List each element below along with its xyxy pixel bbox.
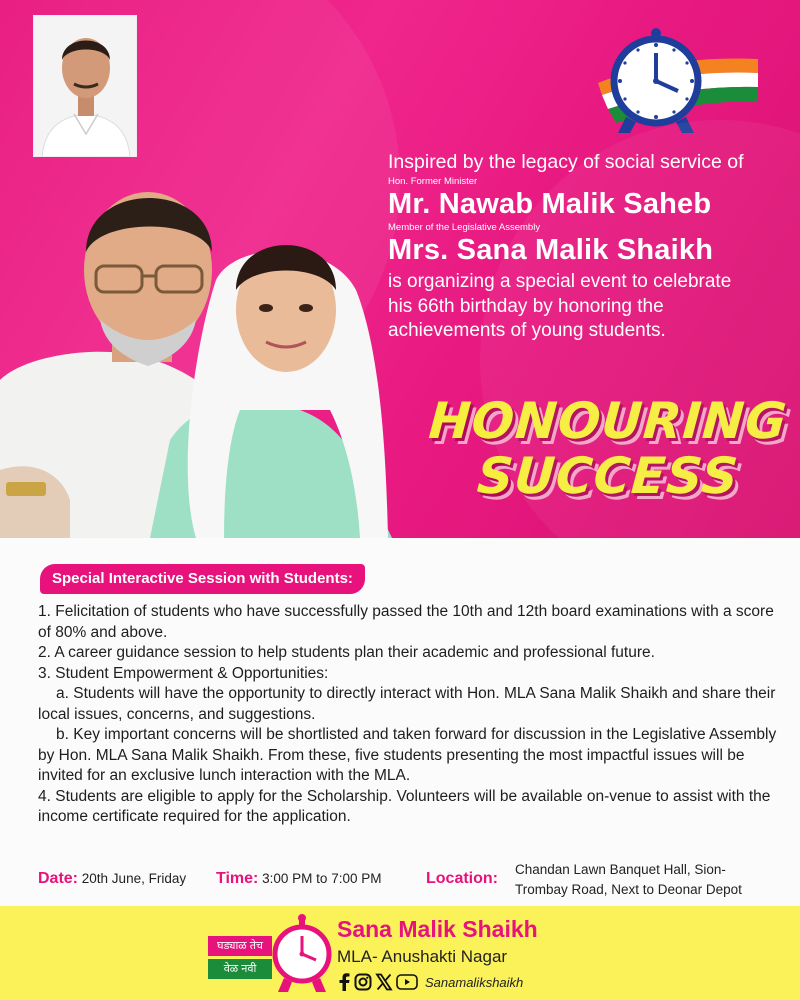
event-details-section xyxy=(0,538,800,906)
date-label: Date: xyxy=(38,870,79,887)
point-subitem: a. Students will have the opportunity to directly interact with Hon. MLA Sana Malik Shaikh and share their local issues, concerns, and suggestions. xyxy=(38,685,776,723)
session-heading-badge: Special Interactive Session with Students: xyxy=(40,564,365,594)
leader-portrait-photo xyxy=(33,15,137,157)
x-icon[interactable] xyxy=(375,973,393,991)
former-minister-title: Hon. Former Minister xyxy=(388,176,478,187)
instagram-icon[interactable] xyxy=(354,973,372,991)
footer-banner xyxy=(0,906,800,1000)
social-links xyxy=(337,972,523,992)
marathi-tagline-2: वेळ नवी xyxy=(208,959,272,979)
location-value: Chandan Lawn Banquet Hall, Sion- Trombay Road, Next to Deonar Depot xyxy=(515,862,742,897)
party-clock-logo xyxy=(598,25,758,140)
time-info xyxy=(216,870,381,888)
headline-line-2: SUCCESS xyxy=(475,447,741,505)
party-clock-logo-small xyxy=(270,912,334,994)
organizer-name: Mrs. Sana Malik Shaikh xyxy=(388,234,714,266)
date-info xyxy=(38,870,186,888)
event-description: is organizing a special event to celebrate his 66th birthday by honoring the achievements of young students. xyxy=(388,271,732,341)
point-item: 3. Student Empowerment & Opportunities: xyxy=(38,664,329,682)
portraits-group xyxy=(0,170,480,538)
social-handle: Sanamalikshaikh xyxy=(425,974,524,990)
honouring-success-headline xyxy=(428,394,788,504)
facebook-icon[interactable] xyxy=(337,973,351,991)
session-points-list xyxy=(38,602,788,828)
point-item: 2. A career guidance session to help students plan their academic and professional future. xyxy=(38,644,655,661)
point-subitem: b. Key important concerns will be shortlisted and taken forward for discussion in the Legislative Assembly by Hon. MLA Sana Malik Shaikh. From these, five students presenting the most impactful issues will be invited for an exclusive lunch interaction with the MLA. xyxy=(38,726,777,784)
date-value: 20th June, Friday xyxy=(81,871,187,886)
mla-title: Member of the Legislative Assembly xyxy=(388,222,541,233)
marathi-tagline-1: घड्याळ तेच xyxy=(208,936,272,956)
point-item: 4. Students are eligible to apply for the Scholarship. Volunteers will be available on-venue to assist with the income certificate required for the application. xyxy=(38,787,771,825)
time-value: 3:00 PM to 7:00 PM xyxy=(262,871,382,886)
point-item: 1. Felicitation of students who have successfully passed the 10th and 12th board examinations with a score of 80% and above. xyxy=(38,603,774,641)
time-label: Time: xyxy=(216,870,259,887)
event-info-row xyxy=(38,860,788,904)
location-label: Location: xyxy=(426,870,498,887)
intro-line: Inspired by the legacy of social service of xyxy=(388,151,744,173)
footer-role: MLA- Anushakti Nagar xyxy=(337,947,508,966)
honoree-name: Mr. Nawab Malik Saheb xyxy=(388,188,712,220)
youtube-icon[interactable] xyxy=(396,974,418,990)
footer-name: Sana Malik Shaikh xyxy=(337,916,538,942)
headline-line-1: HONOURING xyxy=(426,392,790,450)
